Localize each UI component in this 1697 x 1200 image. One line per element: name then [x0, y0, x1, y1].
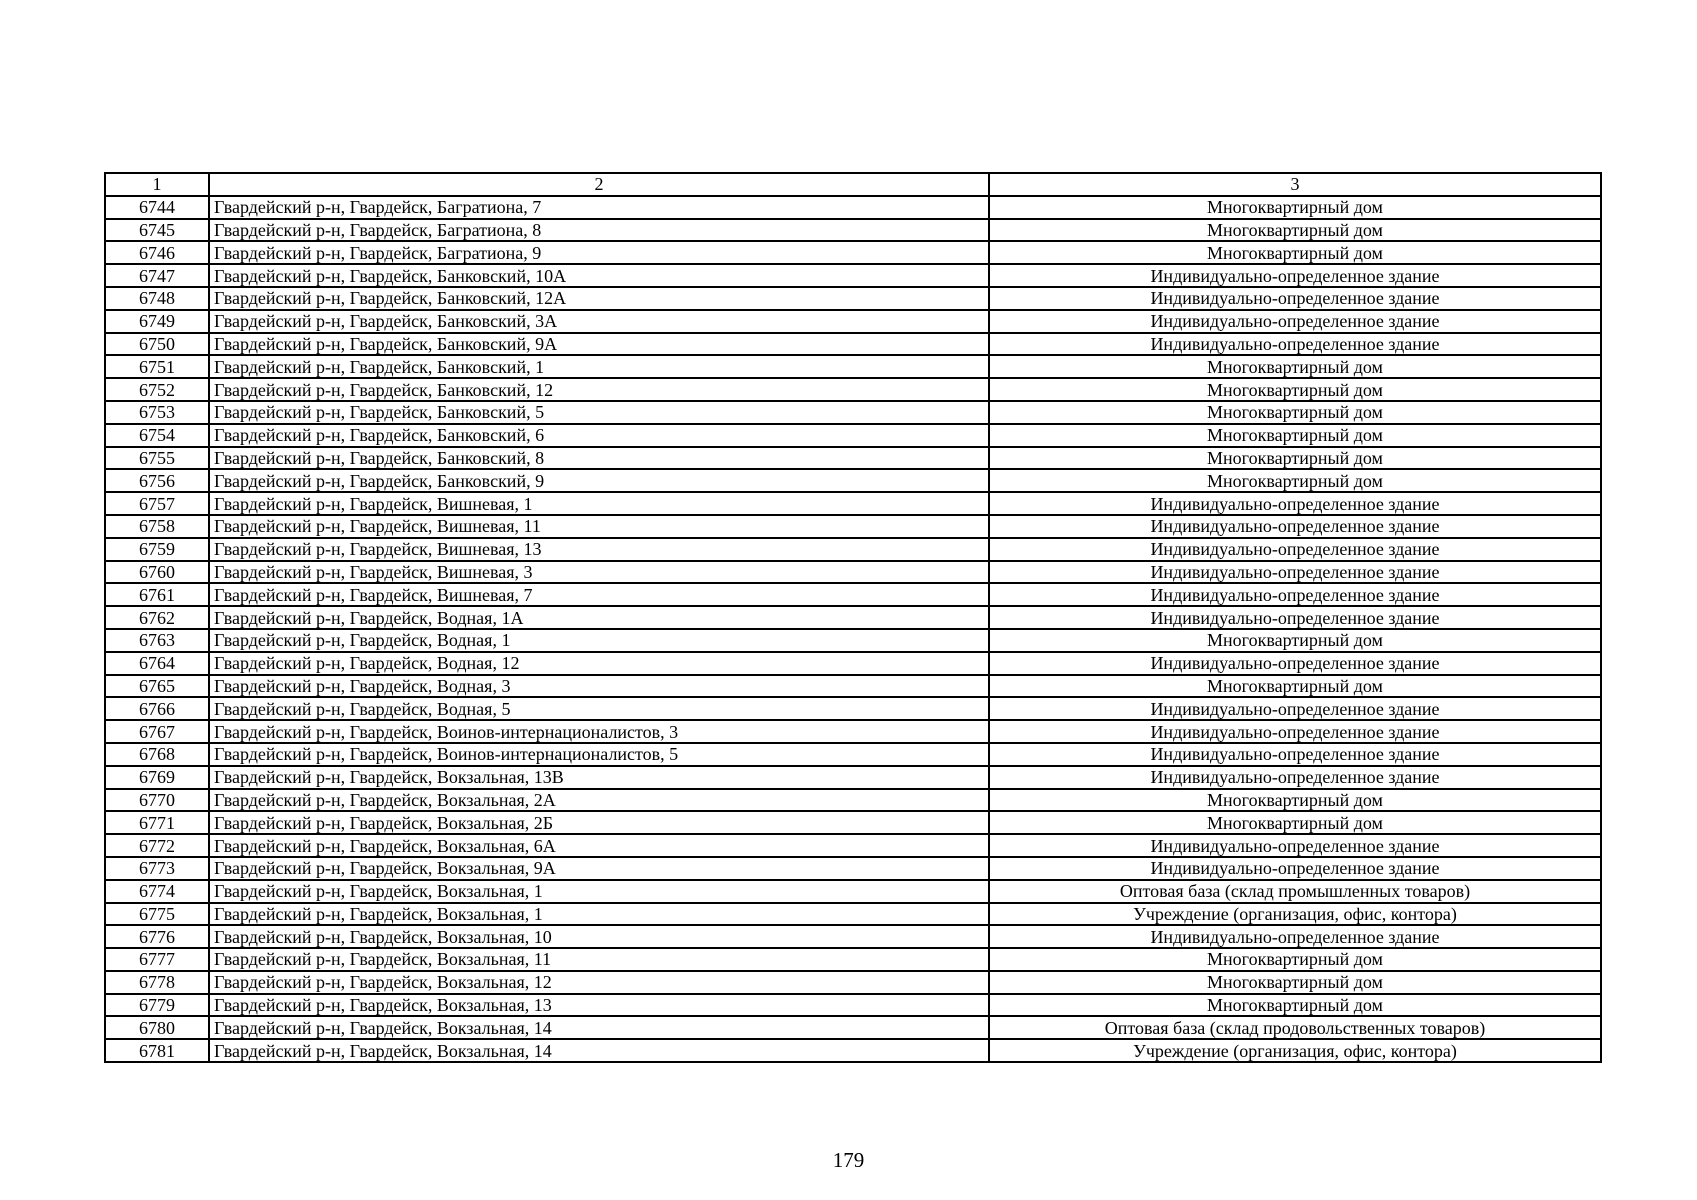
address-cell: Гвардейский р-н, Гвардейск, Вишневая, 1: [209, 492, 989, 515]
address-cell: Гвардейский р-н, Гвардейск, Вокзальная, 6А: [209, 834, 989, 857]
table-row: [105, 971, 1601, 994]
row-number-cell: 6753: [105, 401, 209, 424]
address-cell: Гвардейский р-н, Гвардейск, Вокзальная, 13: [209, 994, 989, 1017]
row-number-cell: 6756: [105, 469, 209, 492]
address-cell: Гвардейский р-н, Гвардейск, Багратиона, 8: [209, 219, 989, 242]
building-type-cell: Многоквартирный дом: [989, 401, 1601, 424]
table-row: [105, 1039, 1601, 1062]
address-cell: Гвардейский р-н, Гвардейск, Водная, 3: [209, 675, 989, 698]
address-cell: Гвардейский р-н, Гвардейск, Банковский, 12А: [209, 287, 989, 310]
building-type-cell: Оптовая база (склад продовольственных товаров): [989, 1016, 1601, 1039]
row-number-cell: 6767: [105, 720, 209, 743]
address-cell: Гвардейский р-н, Гвардейск, Водная, 1А: [209, 606, 989, 629]
row-number-cell: 6781: [105, 1039, 209, 1062]
table-row: [105, 561, 1601, 584]
building-type-cell: Учреждение (организация, офис, контора): [989, 903, 1601, 926]
row-number-cell: 6768: [105, 743, 209, 766]
table-header: [105, 173, 1601, 196]
building-type-cell: Индивидуально-определенное здание: [989, 561, 1601, 584]
address-cell: Гвардейский р-н, Гвардейск, Воинов-интернационалистов, 5: [209, 743, 989, 766]
header-col-2: 2: [209, 173, 989, 196]
building-type-cell: Многоквартирный дом: [989, 378, 1601, 401]
building-type-cell: Многоквартирный дом: [989, 811, 1601, 834]
address-cell: Гвардейский р-н, Гвардейск, Вишневая, 7: [209, 583, 989, 606]
table-row: [105, 355, 1601, 378]
row-number-cell: 6750: [105, 333, 209, 356]
building-type-cell: Индивидуально-определенное здание: [989, 834, 1601, 857]
row-number-cell: 6748: [105, 287, 209, 310]
building-type-cell: Индивидуально-определенное здание: [989, 857, 1601, 880]
table-row: [105, 424, 1601, 447]
table-row: [105, 583, 1601, 606]
table-body: [105, 196, 1601, 1062]
row-number-cell: 6779: [105, 994, 209, 1017]
building-type-cell: Многоквартирный дом: [989, 948, 1601, 971]
table-row: [105, 219, 1601, 242]
building-type-cell: Учреждение (организация, офис, контора): [989, 1039, 1601, 1062]
table-row: [105, 743, 1601, 766]
row-number-cell: 6755: [105, 447, 209, 470]
row-number-cell: 6775: [105, 903, 209, 926]
building-type-cell: Многоквартирный дом: [989, 469, 1601, 492]
address-cell: Гвардейский р-н, Гвардейск, Водная, 1: [209, 629, 989, 652]
address-cell: Гвардейский р-н, Гвардейск, Банковский, 9: [209, 469, 989, 492]
address-cell: Гвардейский р-н, Гвардейск, Вокзальная, 10: [209, 925, 989, 948]
building-type-cell: Индивидуально-определенное здание: [989, 583, 1601, 606]
building-type-cell: Индивидуально-определенное здание: [989, 310, 1601, 333]
table-row: [105, 606, 1601, 629]
row-number-cell: 6754: [105, 424, 209, 447]
row-number-cell: 6763: [105, 629, 209, 652]
building-type-cell: Многоквартирный дом: [989, 789, 1601, 812]
address-cell: Гвардейский р-н, Гвардейск, Водная, 12: [209, 652, 989, 675]
address-cell: Гвардейский р-н, Гвардейск, Багратиона, 7: [209, 196, 989, 219]
row-number-cell: 6774: [105, 880, 209, 903]
address-cell: Гвардейский р-н, Гвардейск, Вокзальная, 2Б: [209, 811, 989, 834]
register-table: [104, 172, 1602, 1063]
building-type-cell: Многоквартирный дом: [989, 424, 1601, 447]
row-number-cell: 6764: [105, 652, 209, 675]
row-number-cell: 6760: [105, 561, 209, 584]
row-number-cell: 6765: [105, 675, 209, 698]
row-number-cell: 6749: [105, 310, 209, 333]
address-cell: Гвардейский р-н, Гвардейск, Вокзальная, 13В: [209, 766, 989, 789]
row-number-cell: 6772: [105, 834, 209, 857]
row-number-cell: 6752: [105, 378, 209, 401]
header-col-1: 1: [105, 173, 209, 196]
address-cell: Гвардейский р-н, Гвардейск, Вокзальная, 1: [209, 903, 989, 926]
address-cell: Гвардейский р-н, Гвардейск, Воинов-интернационалистов, 3: [209, 720, 989, 743]
building-type-cell: Индивидуально-определенное здание: [989, 264, 1601, 287]
page-number: 179: [832, 1148, 865, 1172]
building-type-cell: Индивидуально-определенное здание: [989, 766, 1601, 789]
building-type-cell: Многоквартирный дом: [989, 675, 1601, 698]
address-cell: Гвардейский р-н, Гвардейск, Банковский, 8: [209, 447, 989, 470]
building-type-cell: Индивидуально-определенное здание: [989, 743, 1601, 766]
table-row: [105, 515, 1601, 538]
table-row: [105, 1016, 1601, 1039]
row-number-cell: 6762: [105, 606, 209, 629]
row-number-cell: 6773: [105, 857, 209, 880]
building-type-cell: Индивидуально-определенное здание: [989, 720, 1601, 743]
address-cell: Гвардейский р-н, Гвардейск, Вокзальная, 2А: [209, 789, 989, 812]
row-number-cell: 6778: [105, 971, 209, 994]
table-row: [105, 378, 1601, 401]
row-number-cell: 6759: [105, 538, 209, 561]
row-number-cell: 6780: [105, 1016, 209, 1039]
table-row: [105, 697, 1601, 720]
header-row: [105, 173, 1601, 196]
table-row: [105, 310, 1601, 333]
address-cell: Гвардейский р-н, Гвардейск, Вокзальная, 14: [209, 1039, 989, 1062]
address-cell: Гвардейский р-н, Гвардейск, Вокзальная, 14: [209, 1016, 989, 1039]
row-number-cell: 6751: [105, 355, 209, 378]
table-row: [105, 880, 1601, 903]
row-number-cell: 6761: [105, 583, 209, 606]
table-row: [105, 903, 1601, 926]
building-type-cell: Индивидуально-определенное здание: [989, 492, 1601, 515]
building-type-cell: Индивидуально-определенное здание: [989, 652, 1601, 675]
address-cell: Гвардейский р-н, Гвардейск, Вокзальная, 12: [209, 971, 989, 994]
table-row: [105, 287, 1601, 310]
table-row: [105, 925, 1601, 948]
row-number-cell: 6745: [105, 219, 209, 242]
address-cell: Гвардейский р-н, Гвардейск, Банковский, 12: [209, 378, 989, 401]
table-row: [105, 652, 1601, 675]
address-cell: Гвардейский р-н, Гвардейск, Вишневая, 13: [209, 538, 989, 561]
building-type-cell: Индивидуально-определенное здание: [989, 697, 1601, 720]
address-cell: Гвардейский р-н, Гвардейск, Вокзальная, 1: [209, 880, 989, 903]
address-cell: Гвардейский р-н, Гвардейск, Банковский, 1: [209, 355, 989, 378]
table-row: [105, 264, 1601, 287]
row-number-cell: 6766: [105, 697, 209, 720]
address-cell: Гвардейский р-н, Гвардейск, Банковский, 6: [209, 424, 989, 447]
row-number-cell: 6771: [105, 811, 209, 834]
building-type-cell: Индивидуально-определенное здание: [989, 515, 1601, 538]
table-row: [105, 333, 1601, 356]
building-type-cell: Многоквартирный дом: [989, 447, 1601, 470]
table-row: [105, 994, 1601, 1017]
table-row: [105, 401, 1601, 424]
table-row: [105, 675, 1601, 698]
table-row: [105, 766, 1601, 789]
table-row: [105, 811, 1601, 834]
address-cell: Гвардейский р-н, Гвардейск, Банковский, 3А: [209, 310, 989, 333]
building-type-cell: Многоквартирный дом: [989, 219, 1601, 242]
table-row: [105, 196, 1601, 219]
row-number-cell: 6757: [105, 492, 209, 515]
address-cell: Гвардейский р-н, Гвардейск, Банковский, 5: [209, 401, 989, 424]
row-number-cell: 6758: [105, 515, 209, 538]
building-type-cell: Индивидуально-определенное здание: [989, 606, 1601, 629]
building-type-cell: Многоквартирный дом: [989, 241, 1601, 264]
table-row: [105, 447, 1601, 470]
building-type-cell: Многоквартирный дом: [989, 994, 1601, 1017]
header-col-3: 3: [989, 173, 1601, 196]
building-type-cell: Индивидуально-определенное здание: [989, 333, 1601, 356]
table-row: [105, 789, 1601, 812]
building-type-cell: Многоквартирный дом: [989, 355, 1601, 378]
address-cell: Гвардейский р-н, Гвардейск, Водная, 5: [209, 697, 989, 720]
building-type-cell: Многоквартирный дом: [989, 629, 1601, 652]
address-cell: Гвардейский р-н, Гвардейск, Банковский, 9А: [209, 333, 989, 356]
row-number-cell: 6776: [105, 925, 209, 948]
row-number-cell: 6747: [105, 264, 209, 287]
row-number-cell: 6770: [105, 789, 209, 812]
table-row: [105, 834, 1601, 857]
address-cell: Гвардейский р-н, Гвардейск, Вокзальная, 9А: [209, 857, 989, 880]
table-row: [105, 629, 1601, 652]
building-type-cell: Индивидуально-определенное здание: [989, 287, 1601, 310]
address-cell: Гвардейский р-н, Гвардейск, Вишневая, 3: [209, 561, 989, 584]
address-cell: Гвардейский р-н, Гвардейск, Вишневая, 11: [209, 515, 989, 538]
table-row: [105, 241, 1601, 264]
table-row: [105, 720, 1601, 743]
address-cell: Гвардейский р-н, Гвардейск, Вокзальная, 11: [209, 948, 989, 971]
building-type-cell: Многоквартирный дом: [989, 971, 1601, 994]
row-number-cell: 6769: [105, 766, 209, 789]
building-type-cell: Индивидуально-определенное здание: [989, 538, 1601, 561]
building-type-cell: Индивидуально-определенное здание: [989, 925, 1601, 948]
table-row: [105, 948, 1601, 971]
row-number-cell: 6744: [105, 196, 209, 219]
row-number-cell: 6777: [105, 948, 209, 971]
building-type-cell: Оптовая база (склад промышленных товаров): [989, 880, 1601, 903]
table-row: [105, 469, 1601, 492]
table-row: [105, 492, 1601, 515]
table-row: [105, 857, 1601, 880]
row-number-cell: 6746: [105, 241, 209, 264]
address-cell: Гвардейский р-н, Гвардейск, Банковский, 10А: [209, 264, 989, 287]
address-cell: Гвардейский р-н, Гвардейск, Багратиона, 9: [209, 241, 989, 264]
building-type-cell: Многоквартирный дом: [989, 196, 1601, 219]
table-row: [105, 538, 1601, 561]
